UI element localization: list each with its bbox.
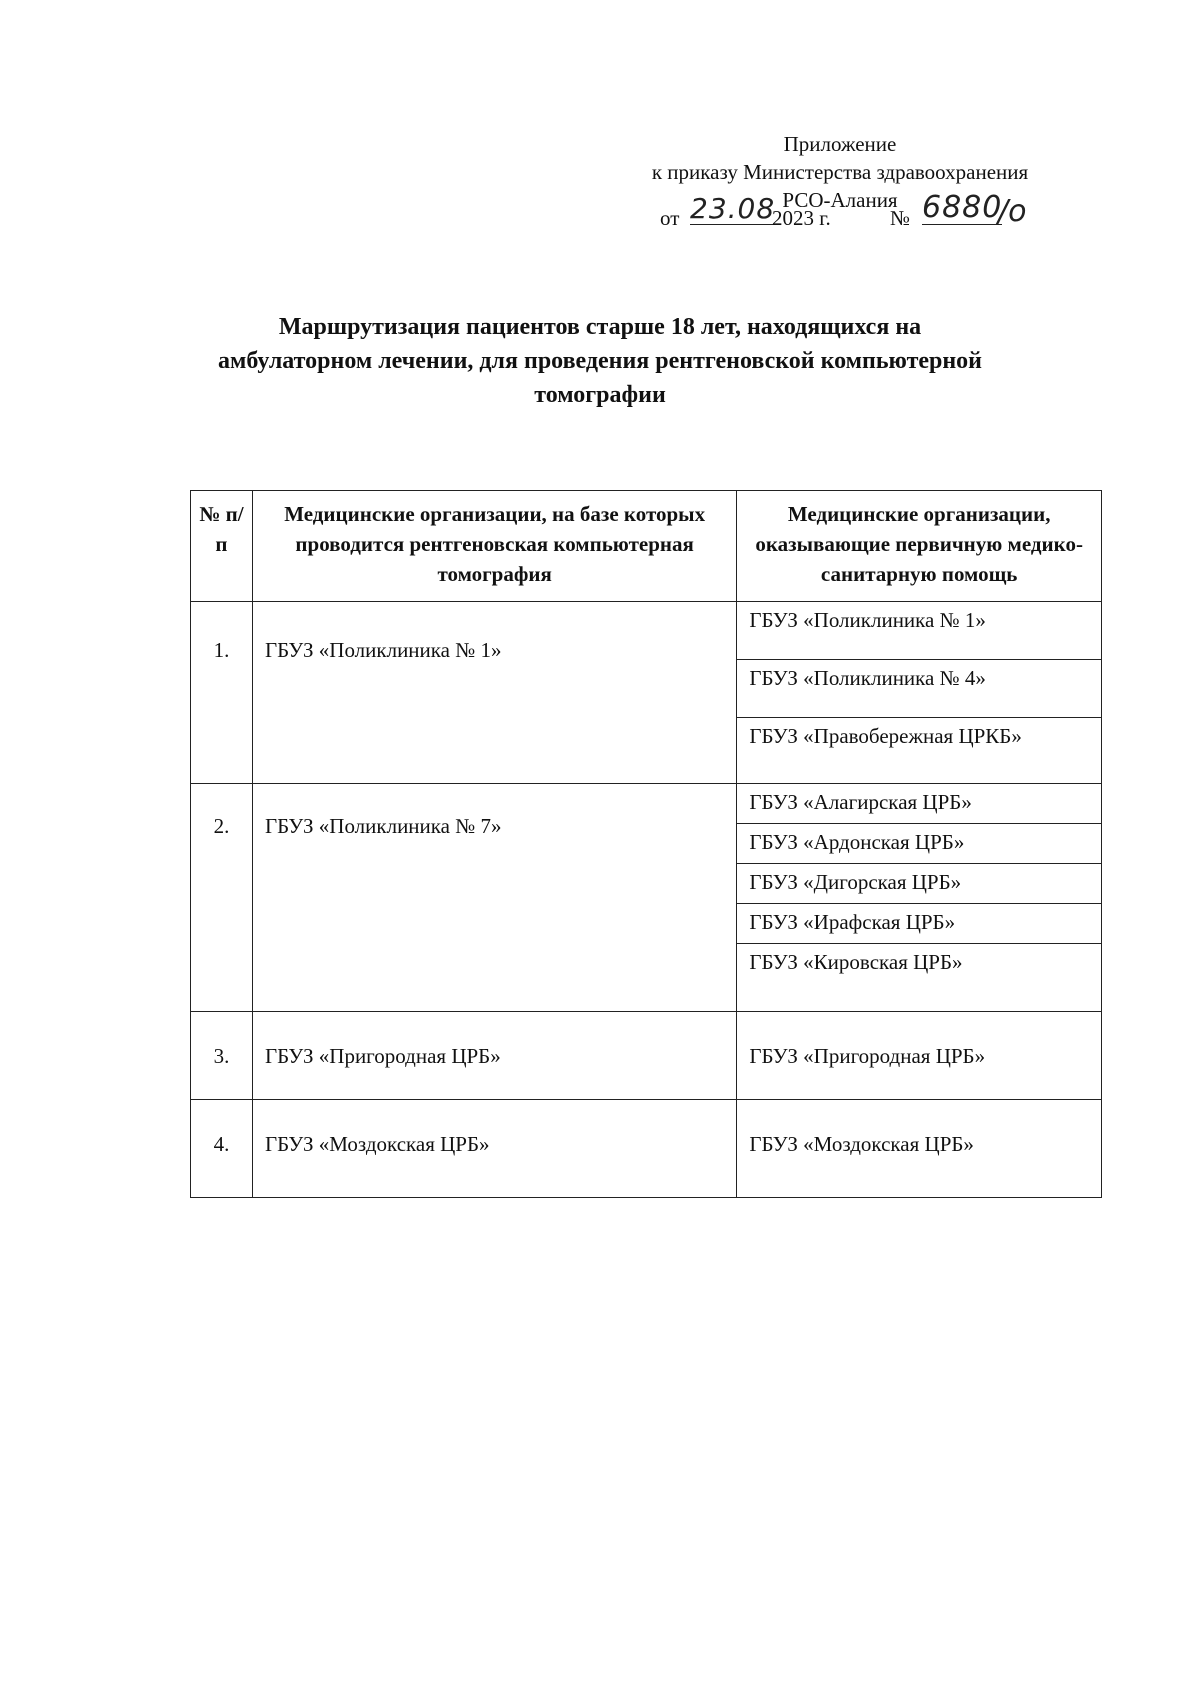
table-row [191, 1100, 1102, 1198]
primary-org: ГБУЗ «Поликлиника № 4» [737, 660, 1101, 718]
header-ct-orgs: Медицинские организации, на базе которых проводится рентгеновская компьютерная томография [252, 491, 736, 602]
primary-org: ГБУЗ «Пригородная ЦРБ» [737, 1012, 1102, 1100]
primary-org: ГБУЗ «Правобережная ЦРКБ» [749, 724, 1022, 748]
primary-org: ГБУЗ «Алагирская ЦРБ» [737, 784, 1101, 824]
primary-org: ГБУЗ «Ардонская ЦРБ» [737, 824, 1101, 864]
table-row [191, 784, 1102, 1012]
primary-org-list [737, 784, 1102, 1012]
table-row [191, 1012, 1102, 1100]
primary-org: ГБУЗ «Кировская ЦРБ» [749, 950, 963, 974]
row-number: 4. [191, 1100, 253, 1198]
primary-org: ГБУЗ «Дигорская ЦРБ» [737, 864, 1101, 904]
handwritten-number-suffix: /о [998, 194, 1027, 229]
handwritten-number: 6880 [922, 190, 1003, 225]
row-number: 2. [191, 784, 253, 1012]
region-name: РСО-Алания [782, 188, 898, 212]
primary-org: ГБУЗ «Моздокская ЦРБ» [737, 1100, 1102, 1198]
primary-org: ГБУЗ «Ирафская ЦРБ» [737, 904, 1101, 944]
table-row [191, 602, 1102, 784]
ct-org: ГБУЗ «Пригородная ЦРБ» [252, 1012, 736, 1100]
ct-org: ГБУЗ «Поликлиника № 7» [252, 784, 736, 1012]
primary-org: ГБУЗ «Поликлиника № 1» [737, 602, 1101, 660]
order-reference: к приказу Министерства здравоохранения [651, 160, 1029, 184]
ct-org: ГБУЗ «Поликлиника № 1» [252, 602, 736, 784]
title-line-1: Маршрутизация пациентов старше 18 лет, находящихся на [278, 314, 922, 340]
order-year: 2023 г. [772, 206, 831, 230]
order-date-number [660, 190, 1080, 260]
row-number: 1. [191, 602, 253, 784]
title-line-3: томографии [534, 382, 666, 408]
ct-org: ГБУЗ «Моздокская ЦРБ» [252, 1100, 736, 1198]
primary-org-list [737, 602, 1102, 784]
document-title [150, 310, 1050, 412]
date-prefix: от [660, 206, 680, 230]
row-number: 3. [191, 1012, 253, 1100]
title-line-2: амбулаторном лечении, для проведения рентгеновской компьютерной [217, 348, 983, 374]
number-sign: № [890, 206, 911, 230]
appendix-label: Приложение [783, 132, 897, 156]
header-primary-orgs: Медицинские организации, оказывающие первичную медико-санитарную помощь [737, 491, 1102, 602]
header-num: № п/п [191, 491, 253, 602]
routing-table [190, 490, 1102, 1198]
table-header-row [191, 491, 1102, 602]
handwritten-date: 23.08 [690, 192, 776, 225]
